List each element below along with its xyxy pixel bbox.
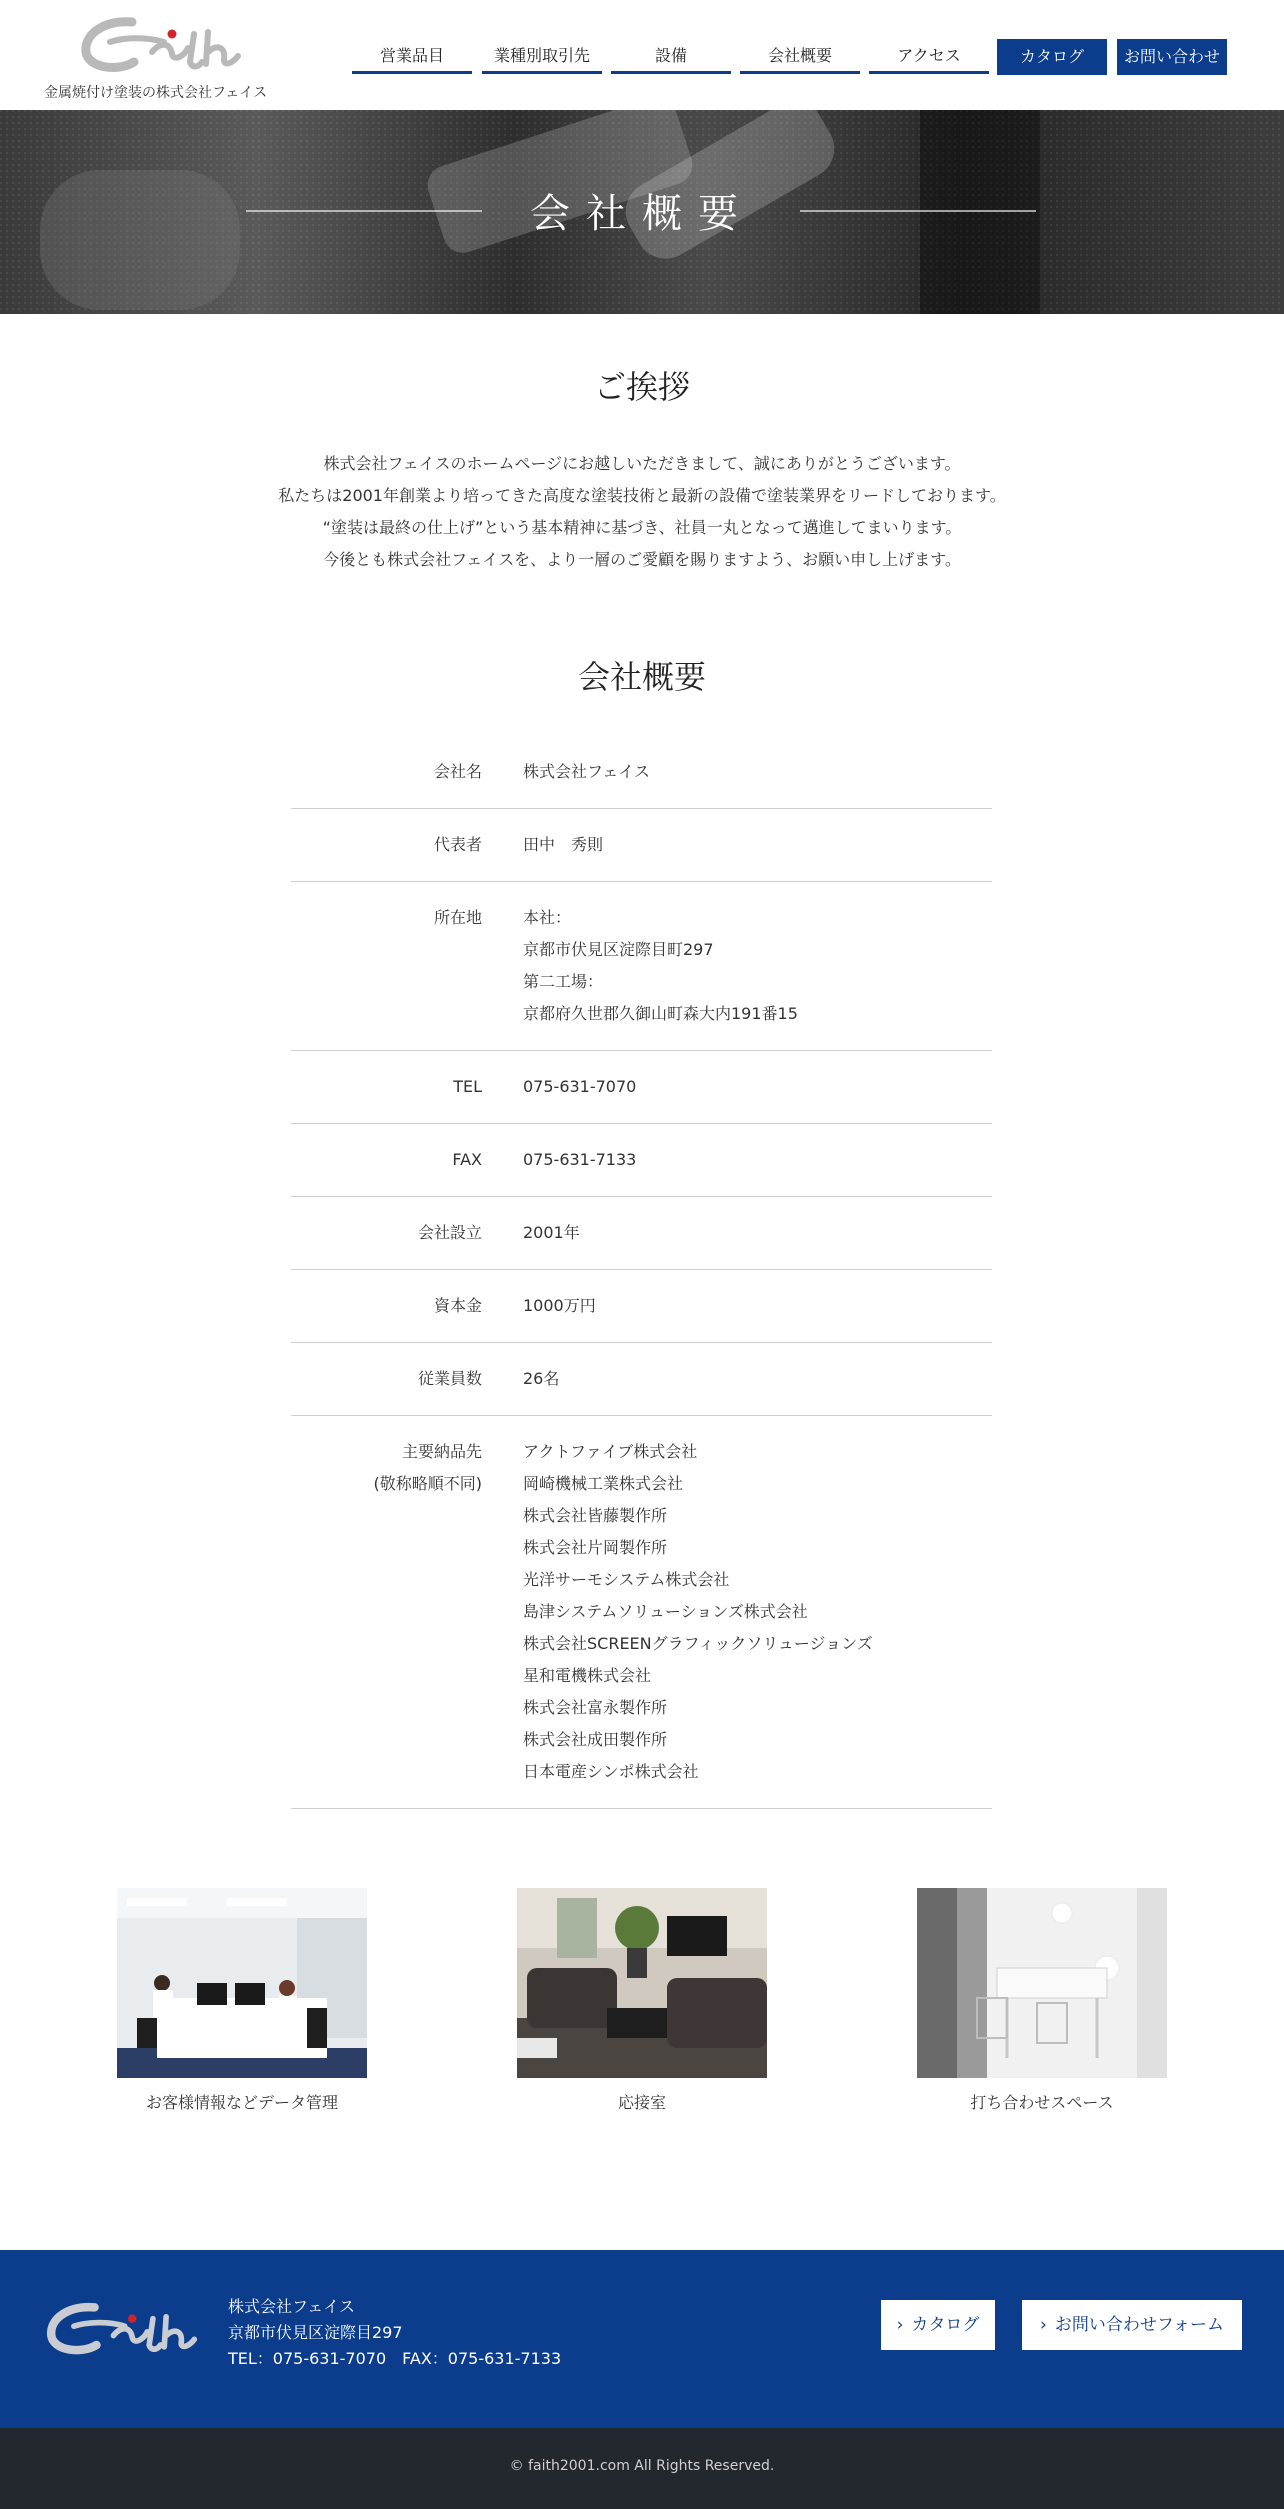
row-label: 代表者: [433, 835, 482, 854]
faith-footer-logo[interactable]: [40, 2294, 200, 2364]
list-item: 株式会社成田製作所: [523, 1730, 668, 1749]
greeting-line: 今後とも株式会社フェイスを、より一層のご愛顧を賜りますよう、お願い申し上げます。: [323, 550, 961, 569]
nav-company-overview[interactable]: 会社概要: [740, 38, 860, 74]
photo-caption: 打ち合わせスペース: [970, 2093, 1114, 2112]
list-item: 光洋サーモシステム株式会社: [523, 1570, 730, 1589]
copyright-text: © faith2001.com All Rights Reserved.: [509, 2458, 775, 2474]
footer-phone-fax: TEL：075-631-7070 FAX：075-631-7133: [228, 2349, 562, 2368]
page-hero: [0, 110, 1284, 314]
address-line: 本社：: [523, 908, 572, 927]
row-value-multiline: [523, 902, 798, 1030]
customer-list: [523, 1436, 873, 1788]
nav-equipment[interactable]: 設備: [611, 38, 731, 74]
footer-contact-label: お問い合わせフォーム: [1054, 2315, 1224, 2335]
row-label: 会社設立: [417, 1223, 482, 1242]
footer-address: 京都市伏見区淀際目297: [228, 2323, 403, 2342]
contact-button[interactable]: お問い合わせ: [1117, 39, 1227, 75]
address-line: 京都市伏見区淀際目町297: [523, 940, 714, 959]
footer-catalog-button[interactable]: [881, 2300, 995, 2350]
site-footer: [0, 2250, 1284, 2428]
meeting-space-photo: [917, 1888, 1167, 2078]
photo-caption: 応接室: [617, 2093, 666, 2112]
row-label: 資本金: [433, 1296, 482, 1315]
row-label: 所在地: [433, 908, 482, 927]
faith-logo: [74, 12, 244, 78]
list-item: 岡崎機械工業株式会社: [523, 1474, 684, 1493]
footer-contact-form-button[interactable]: [1022, 2300, 1242, 2350]
row-label: 会社名: [433, 762, 482, 781]
table-row: [291, 1124, 992, 1197]
list-item: アクトファイブ株式会社: [523, 1442, 698, 1461]
footer-catalog-label: カタログ: [911, 2315, 980, 2335]
address-line: 京都府久世郡久御山町森大内191番15: [523, 1004, 798, 1023]
table-row: [291, 1051, 992, 1124]
address-line: 第二工場：: [523, 972, 604, 991]
table-row: [291, 1197, 992, 1270]
row-label: 主要納品先: [401, 1442, 482, 1461]
row-value: 075-631-7133: [523, 1150, 637, 1169]
row-value: 26名: [523, 1369, 560, 1388]
greeting-line: 株式会社フェイスのホームページにお越しいただきまして、誠にありがとうございます。: [323, 454, 961, 473]
list-item: 株式会社片岡製作所: [523, 1538, 668, 1557]
site-header: [0, 0, 1284, 110]
site-tagline: 金属焼付け塗装の株式会社フェイス: [44, 85, 268, 101]
row-value: 田中 秀則: [523, 835, 604, 854]
photo-caption: お客様情報などデータ管理: [145, 2093, 338, 2112]
logo-link[interactable]: [44, 12, 284, 102]
footer-company-info: [228, 2294, 561, 2372]
office-photo: [117, 1888, 367, 2078]
table-row: [291, 882, 992, 1051]
table-row: [291, 1343, 992, 1416]
table-row: [291, 809, 992, 882]
list-item: 日本電産シンポ株式会社: [523, 1762, 699, 1781]
catalog-button[interactable]: カタログ: [997, 39, 1107, 75]
list-item: 株式会社富永製作所: [523, 1698, 668, 1717]
chevron-right-icon: ›: [1040, 2315, 1047, 2335]
list-item: 星和電機株式会社: [523, 1666, 652, 1685]
table-row: [291, 756, 992, 809]
row-value: 2001年: [523, 1223, 580, 1242]
row-value: 075-631-7070: [523, 1077, 637, 1096]
list-item: 島津システムソリューションズ株式会社: [523, 1602, 808, 1621]
row-label: FAX: [452, 1150, 482, 1169]
greeting-line: 私たちは2001年創業より培ってきた高度な塗装技術と最新の設備で塗装業界をリードしております。: [278, 486, 1006, 505]
list-item: 株式会社SCREENグラフィックソリュージョンズ: [523, 1634, 873, 1653]
row-value: 1000万円: [523, 1296, 596, 1315]
overview-title: 会社概要: [577, 658, 706, 696]
list-item: 株式会社皆藤製作所: [523, 1506, 668, 1525]
row-value: 株式会社フェイス: [523, 762, 651, 781]
table-row: [291, 1416, 992, 1809]
reception-room-photo: [517, 1888, 767, 2078]
chevron-right-icon: ›: [896, 2315, 904, 2335]
row-sublabel: (敬称略順不同): [373, 1474, 482, 1493]
copyright-bar: [0, 2428, 1284, 2509]
footer-company-name: 株式会社フェイス: [228, 2297, 356, 2316]
nav-clients-by-industry[interactable]: 業種別取引先: [482, 38, 602, 74]
row-label: 従業員数: [417, 1369, 482, 1388]
greeting-message: [0, 448, 1284, 576]
page-title: 会社概要: [530, 191, 754, 237]
row-label-multiline: [374, 1436, 483, 1500]
greeting-line: “塗装は最終の仕上げ”という基本精神に基づき、社員一丸となって邁進してまいります。: [322, 518, 962, 537]
table-row: [291, 1270, 992, 1343]
greeting-title: ご挨拶: [593, 368, 690, 406]
row-label: TEL: [453, 1077, 482, 1096]
nav-access[interactable]: アクセス: [869, 38, 989, 74]
nav-products[interactable]: 営業品目: [352, 38, 472, 74]
